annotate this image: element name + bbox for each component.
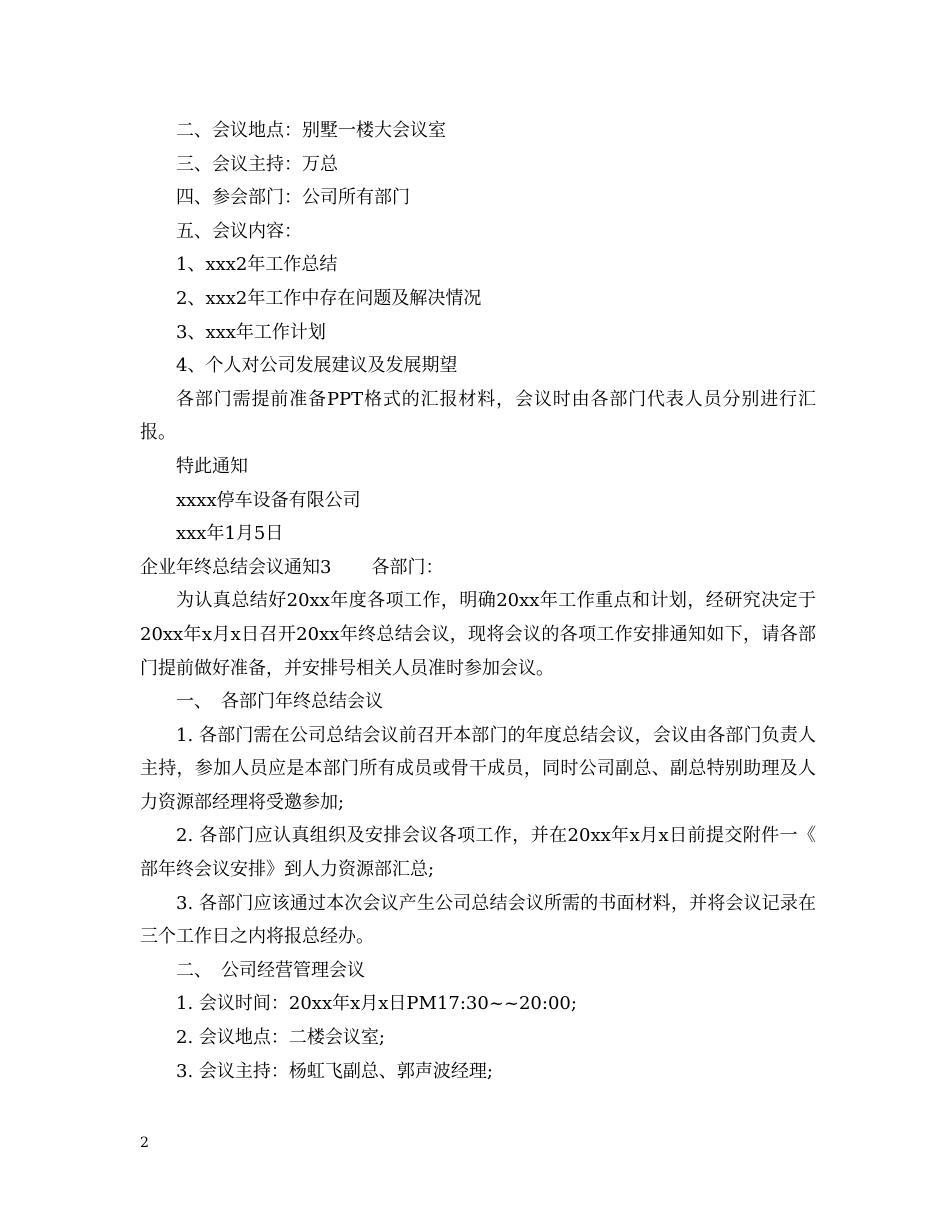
company-name: xxxx停车设备有限公司	[176, 489, 361, 511]
section-1-item-1: 1. 各部门需在公司总结会议前召开本部门的年度总结会议，会议由各部门负责人主持，参加人员应是本部门所有成员或骨干成员，同时公司副总、副总特别助理及人力资源部经理将受邀参加;	[140, 724, 816, 813]
page-number: 2	[140, 1135, 149, 1151]
meeting-departments-line: 四、参会部门：公司所有部门	[176, 187, 410, 209]
notice-3-title: 企业年终总结会议通知3	[140, 556, 332, 578]
meeting-host-line: 三、会议主持：万总	[176, 153, 338, 175]
section-1-title: 一、 各部门年终总结会议	[176, 691, 383, 713]
content-item-1: 1、xxx2年工作总结	[176, 254, 338, 276]
notice-3-addressee: 各部门：	[371, 556, 444, 578]
section-2-item-2: 2. 会议地点：二楼会议室;	[176, 1027, 385, 1049]
content-item-4: 4、个人对公司发展建议及发展期望	[176, 355, 458, 377]
meeting-location-line: 二、会议地点：别墅一楼大会议室	[176, 120, 446, 141]
section-1-item-2: 2. 各部门应认真组织及安排会议各项工作，并在20xx年x月x日前提交附件一《 部年终会议安排》到人力资源部汇总;	[140, 825, 816, 881]
section-1-item-3: 3. 各部门应该通过本次会议产生公司总结会议所需的书面材料，并将会议记录在三个工作日之内将报总经办。	[140, 892, 816, 948]
notice-date: xxx年1月5日	[176, 523, 284, 545]
ppt-instruction-paragraph: 各部门需提前准备PPT格式的汇报材料，会议时由各部门代表人员分别进行汇报。	[140, 388, 816, 444]
notice-line: 特此通知	[176, 455, 248, 477]
content-item-3: 3、xxx年工作计划	[176, 321, 326, 343]
document-body	[140, 114, 816, 1088]
meeting-content-heading: 五、会议内容：	[176, 220, 302, 242]
intro-paragraph: 为认真总结好20xx年度各项工作，明确20xx年工作重点和计划，经研究决定于20xx年x月x日召开20xx年终总结会议，现将会议的各项工作安排通知如下，请各部门提前做好准备，并安排号相关人员准时参加会议。	[140, 590, 816, 679]
section-2-item-3: 3. 会议主持：杨虹飞副总、郭声波经理;	[176, 1060, 493, 1082]
notice-3-heading	[140, 551, 816, 585]
content-item-2: 2、xxx2年工作中存在问题及解决情况	[176, 287, 482, 309]
section-2-title: 二、 公司经营管理会议	[176, 959, 365, 981]
section-2-item-1: 1. 会议时间：20xx年x月x日PM17:30~~20:00;	[176, 993, 577, 1015]
